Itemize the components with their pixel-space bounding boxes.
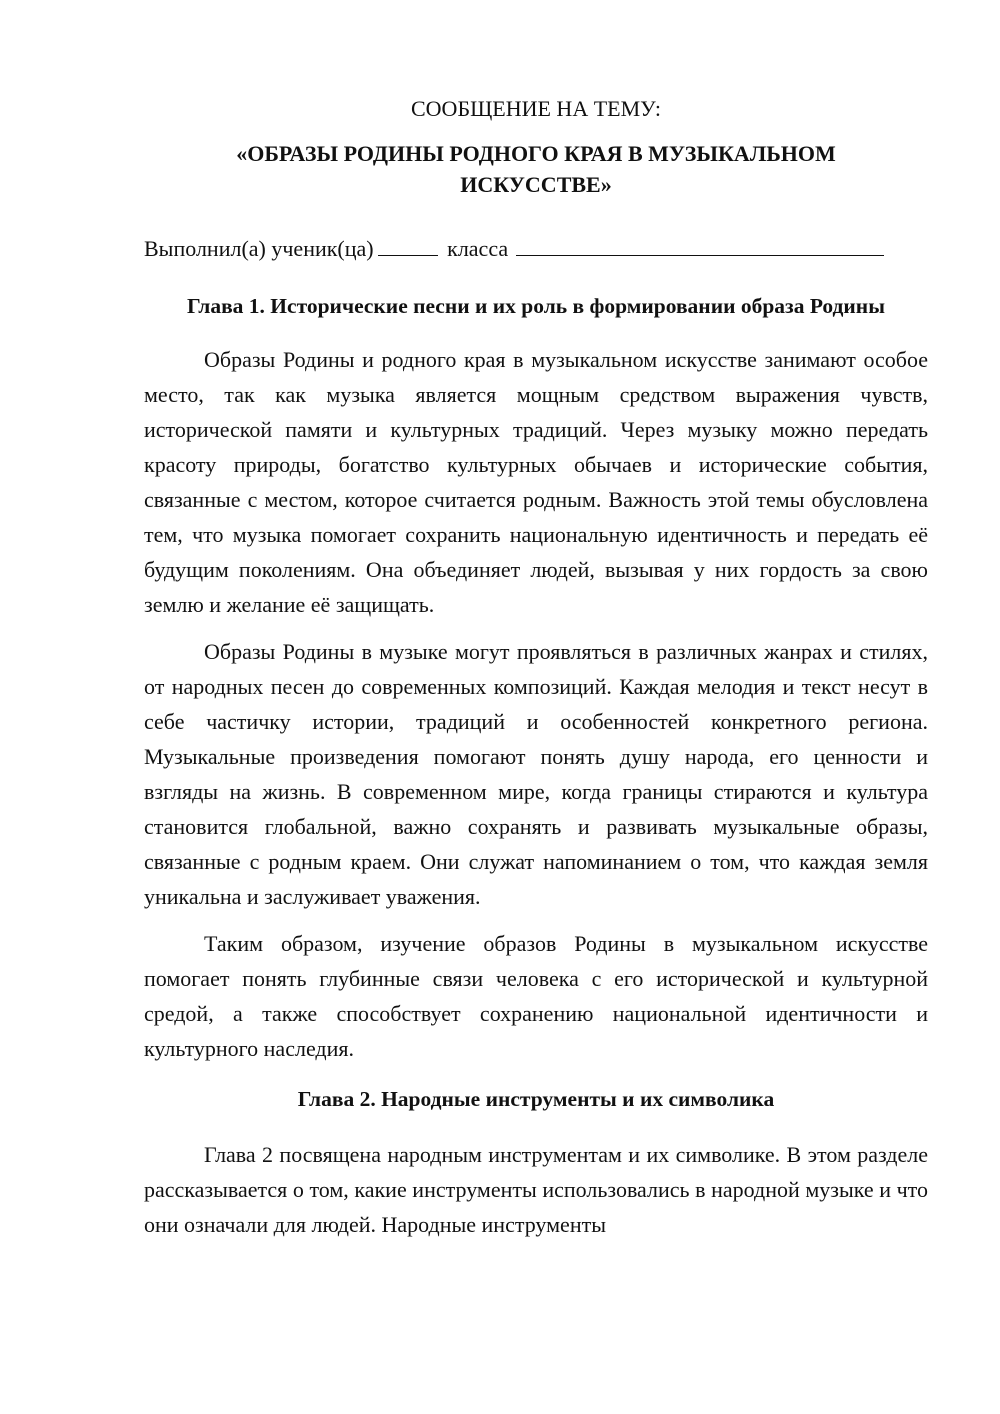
chapter-1-paragraph-1: Образы Родины и родного края в музыкальном искусстве занимают особое место, так как музыка является мощным средством выражения чувств, исторической памяти и культурных традиций. Через музыку можно передать красоту природы, богатство культурных обычаев и исторические события, связанные с местом, которое считается родным. Важность этой темы обусловлена тем, что музыка помогает сохранить национальную идентичность и передать её будущим поколениям. Она объединяет людей, вызывая у них гордость за свою землю и желание её защищать. <box>144 347 928 617</box>
class-number-blank[interactable] <box>378 235 438 256</box>
chapter-1-paragraph-2: Образы Родины в музыке могут проявляться в различных жанрах и стилях, от народных песен до современных композиций. Каждая мелодия и текст несут в себе частичку истории, традиций и особенностей конкретного региона. Музыкальные произведения помогают понять душу народа, его ценности и взгляды на жизнь. В современном мире, когда границы стираются и культура становится глобальной, важно сохранять и развивать музыкальные образы, связанные с родным краем. Они служат напоминанием о том, что каждая земля уникальна и заслуживает уважения. <box>144 639 928 909</box>
chapter-2-heading: Глава 2. Народные инструменты и их символика <box>297 1087 775 1111</box>
chapter-1-paragraph-3: Таким образом, изучение образов Родины в музыкальном искусстве помогает понять глубинные связи человека с его исторической и культурной средой, а также способствует сохранению национальной идентичности и культурного наследия. <box>144 931 928 1061</box>
chapter-1-heading: Глава 1. Исторические песни и их роль в формировании образа Родины <box>187 294 885 318</box>
document-label: СООБЩЕНИЕ НА ТЕМУ: <box>411 96 661 121</box>
chapter-2-paragraph-1: Глава 2 посвящена народным инструментам и их символике. В этом разделе рассказывается о том, какие инструменты использовались в народной музыке и что они означали для людей. Народные инструменты <box>144 1142 928 1237</box>
chapter-2 <box>144 1084 928 1242</box>
class-word: класса <box>447 236 509 261</box>
author-line <box>144 234 928 264</box>
chapter-1 <box>144 291 928 1066</box>
document-title: «ОБРАЗЫ РОДИНЫ РОДНОГО КРАЯ В МУЗЫКАЛЬНОМ ИСКУССТВЕ» <box>236 141 836 197</box>
student-name-blank[interactable] <box>516 235 884 256</box>
author-prefix: Выполнил(а) ученик(ца) <box>144 236 374 261</box>
